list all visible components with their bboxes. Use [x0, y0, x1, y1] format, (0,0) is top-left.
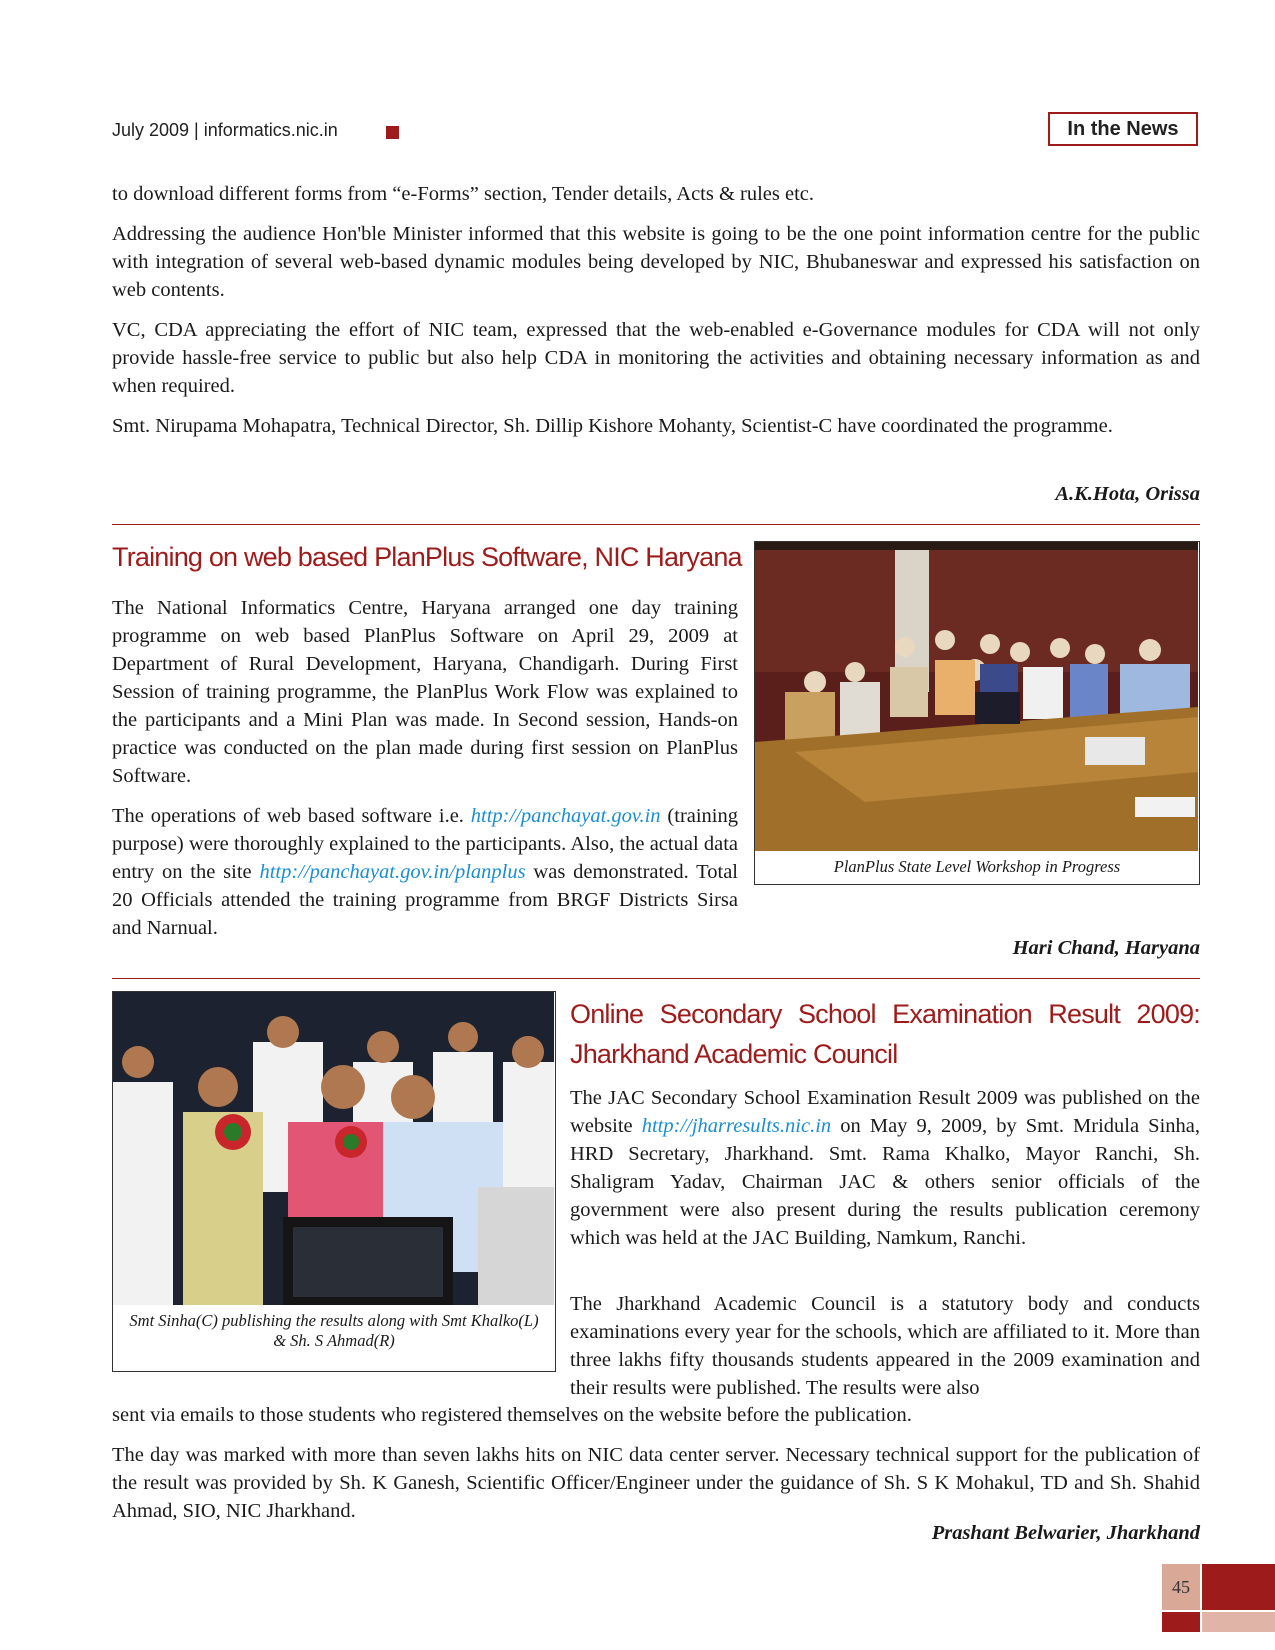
article1-photo-frame	[754, 541, 1200, 885]
article1-paragraph-1: The National Informatics Centre, Haryana arranged one day training programme on web based PlanPlus Software on April 29, 2009 at Department of Rural Development, Haryana, Chandigarh. During First Session of training programme, the PlanPlus Work Flow was explained to the participants and a Mini Plan was made. In Second session, Hands-on practice was conducted on the plan made during first session on PlanPlus Software.	[112, 597, 738, 787]
article2-caption: Smt Sinha(C) publishing the results along with Smt Khalko(L) & Sh. S Ahmad(R)	[129, 1311, 539, 1350]
training-room-photo	[755, 542, 1198, 851]
article1-paragraph-2	[112, 802, 738, 942]
article1-text-b: (training purpose) were thoroughly explained to the participants. Also, the actual data entry on the site	[112, 805, 739, 883]
panchayat-link[interactable]: http://panchayat.gov.in	[470, 805, 661, 827]
article2-paragraph-1	[570, 1084, 1200, 1252]
header-issue-site: July 2009 | informatics.nic.in	[112, 120, 338, 140]
page-marker-block	[1202, 1564, 1275, 1610]
page-marker-block-small	[1162, 1612, 1200, 1632]
article2-text-b: on May 9, 2009, by Smt. Mridula Sinha, HRD Secretary, Jharkhand. Smt. Rama Khalko, Mayor Ranchi, Sh. Shaligram Yadav, Chairman JAC & others senior officials of the government were also present during the results publication ceremony which was held at the JAC Building, Namkum, Ranchi.	[570, 1115, 1201, 1249]
article2-text-a: The JAC Secondary School Examination Result 2009 was published on the website	[570, 1087, 1200, 1137]
article1-title: Training on web based PlanPlus Software, NIC Haryana	[112, 542, 742, 572]
intro-paragraph-1: to download different forms from “e-Forms” section, Tender details, Acts & rules etc.	[112, 183, 815, 205]
article2-paragraph-2-cont: sent via emails to those students who registered themselves on the website before the publication.	[112, 1404, 912, 1426]
article2-paragraph-2: The Jharkhand Academic Council is a statutory body and conducts examinations every year for the schools, which are affiliated to it. More than three lakhs fifty thousands students appeared in the 2009 examination and their results were published. The results were also	[570, 1293, 1200, 1399]
results-ceremony-photo	[113, 992, 554, 1305]
intro-paragraph-3: VC, CDA appreciating the effort of NIC team, expressed that the web-enabled e-Governance modules for CDA will not only provide hassle-free service to public but also help CDA in monitoring the activities and obtaining necessary information as and when required.	[112, 319, 1200, 397]
intro-paragraph-2: Addressing the audience Hon'ble Minister informed that this website is going to be the one point information centre for the public with integration of several web-based dynamic modules being developed by NIC, Bhubaneswar and expressed his satisfaction on web contents.	[112, 223, 1200, 301]
article2-photo-frame	[112, 991, 556, 1372]
article1-signature: Hari Chand, Haryana	[1012, 937, 1200, 959]
intro-paragraph-4: Smt. Nirupama Mohapatra, Technical Director, Sh. Dillip Kishore Mohanty, Scientist-C have coordinated the programme.	[112, 415, 1113, 437]
section-divider-2	[112, 978, 1200, 979]
article2-signature: Prashant Belwarier, Jharkhand	[931, 1522, 1200, 1544]
section-label: In the News	[1048, 112, 1198, 146]
article1-caption: PlanPlus State Level Workshop in Progress	[833, 857, 1121, 876]
section-divider	[112, 524, 1200, 525]
article1-text-c: was demonstrated. Total 20 Officials attended the training programme from BRGF Districts Sirsa and Narnual.	[112, 861, 738, 939]
intro-signature: A.K.Hota, Orissa	[1055, 483, 1200, 505]
article2-title: Online Secondary School Examination Result 2009: Jharkhand Academic Council	[570, 999, 1200, 1069]
jharresults-link[interactable]: http://jharresults.nic.in	[641, 1115, 832, 1137]
article2-paragraph-3: The day was marked with more than seven lakhs hits on NIC data center server. Necessary technical support for the publication of the result was provided by Sh. K Ganesh, Scientific Officer/Engineer under the guidance of Sh. S K Mohakul, TD and Sh. Shahid Ahmad, SIO, NIC Jharkhand.	[112, 1444, 1200, 1522]
header-square-icon	[386, 126, 399, 139]
page-number: 45	[1162, 1564, 1200, 1610]
article1-text-a: The operations of web based software i.e.	[112, 805, 471, 827]
page-marker-block-light	[1202, 1612, 1275, 1632]
planplus-link[interactable]: http://panchayat.gov.in/planplus	[259, 861, 526, 883]
